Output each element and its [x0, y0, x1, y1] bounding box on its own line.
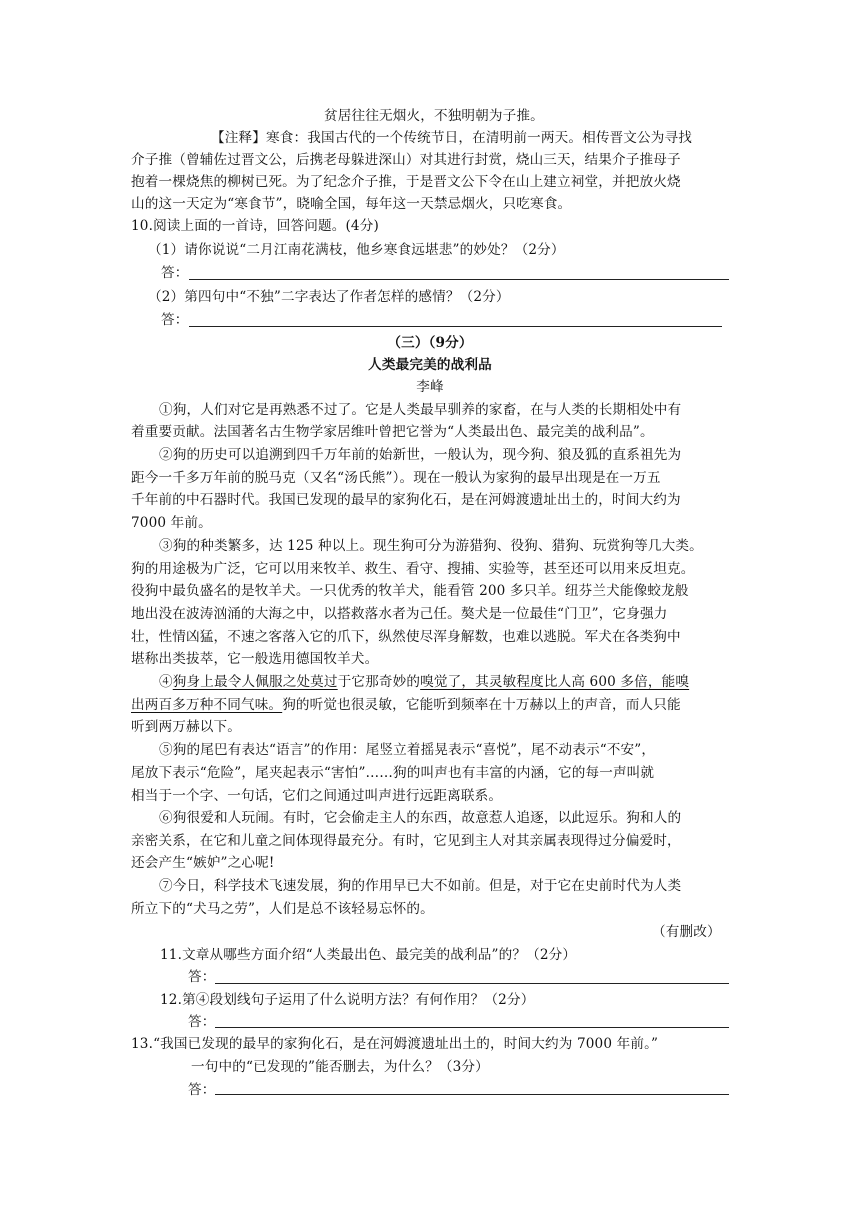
note-line: 【注释】寒食：我国古代的一个传统节日，在清明前一两天。相传晋文公为寻找	[211, 130, 693, 146]
question-11-stem: 11.文章从哪些方面介绍“人类最出色、最完美的战利品”的？（2分）	[160, 947, 577, 963]
paragraph-6-line: 还会产生“嫉妒”之心呢!	[131, 855, 275, 871]
answer-line-10-1[interactable]	[189, 279, 729, 280]
paragraph-3-line: ③狗的种类繁多，达 125 种以上。现生狗可分为游猎狗、役狗、猎狗、玩赏狗等几大类。	[159, 538, 703, 554]
paragraph-3-line: 狗的用途极为广泛，它可以用来牧羊、救生、看守、搜捕、实验等，甚至还可以用来反坦克。	[131, 561, 695, 577]
paragraph-4-text: 于它那奇妙的	[337, 674, 421, 690]
paragraph-3-line: 堪称出类拔萃，它一般选用德国牧羊犬。	[131, 651, 379, 667]
paragraph-3-line: 壮，性情凶猛，不速之客落入它的爪下，纵然使尽浑身解数，也难以逃脱。军犬在各类狗中	[131, 629, 681, 645]
question-10-stem: 10.阅读上面的一首诗，回答问题。(4分)	[131, 218, 379, 234]
paragraph-5-line: ⑤狗的尾巴有表达“语言”的作用：尾竖立着摇晃表示“喜悦”，尾不动表示“不安”，	[159, 742, 656, 758]
paragraph-1-line: ①狗，人们对它是再熟悉不过了。它是人类最早驯养的家畜，在与人类的长期相处中有	[159, 402, 682, 418]
answer-label: 答：	[188, 1014, 216, 1030]
note-line: 抱着一棵烧焦的柳树已死。为了纪念介子推，于是晋文公下令在山上建立祠堂，并把放火烧	[131, 174, 681, 190]
paragraph-4-line-1	[159, 672, 689, 692]
paragraph-3-line: 役狗中最负盛名的是牧羊犬。一只优秀的牧羊犬，能看管 200 多只羊。纽芬兰犬能像蛟龙般	[131, 583, 689, 599]
paragraph-6-line: 亲密关系，在它和儿童之间体现得最充分。有时，它见到主人对其亲属表现得过分偏爱时，	[131, 833, 681, 849]
question-10-sub2: （2）第四句中“不独”二字表达了作者怎样的感情？（2分）	[148, 289, 510, 305]
underlined-sentence: 嗅觉了，其灵敏程度比人高 600 多倍，能嗅	[420, 674, 690, 690]
paragraph-2-line: 7000 年前。	[131, 515, 212, 531]
paragraph-4-line-2	[131, 695, 681, 715]
answer-label: 答：	[188, 1082, 216, 1098]
note-line: 山的这一天定为“寒食节”，晓喻全国，每年这一天禁忌烟火，只吃寒食。	[131, 196, 572, 212]
answer-label: 答：	[188, 969, 216, 985]
source-note: （有删改）	[652, 924, 721, 940]
answer-label: 答：	[161, 265, 189, 281]
paragraph-5-line: 相当于一个字、一句话，它们之间通过叫声进行远距离联系。	[131, 788, 503, 804]
paragraph-7-line: ⑦今日，科学技术飞速发展，狗的作用早已大不如前。但是，对于它在史前时代为人类	[159, 878, 682, 894]
question-12-stem: 12.第④段划线句子运用了什么说明方法？有何作用？（2分）	[160, 992, 535, 1008]
paragraph-7-line: 所立下的“犬马之劳”，人们是总不该轻易忘怀的。	[131, 901, 434, 917]
question-13-stem-2: 一句中的“已发现的”能否删去，为什么？（3分）	[191, 1059, 489, 1075]
paragraph-6-line: ⑥狗很爱和人玩闹。有时，它会偷走主人的东西，故意惹人追逐，以此逗乐。狗和人的	[159, 810, 682, 826]
paragraph-2-line: 千年前的中石器时代。我国已发现的最早的家狗化石，是在河姆渡遗址出土的，时间大约为	[131, 492, 681, 508]
paragraph-2-line: 距今一千多万年前的脱马克（又名“汤氏熊”）。现在一般认为家狗的最早出现是在一万五	[131, 470, 661, 486]
section-heading: （三）（9分）	[387, 335, 473, 351]
paragraph-4-line-3: 听到两万赫以下。	[131, 719, 241, 735]
answer-label: 答：	[161, 312, 189, 328]
note-line: 介子推（曾辅佐过晋文公，后携老母躲进深山）对其进行封赏，烧山三天，结果介子推母子	[131, 152, 681, 168]
answer-line-10-2[interactable]	[189, 326, 722, 327]
answer-line-12[interactable]	[215, 1027, 729, 1028]
answer-line-11[interactable]	[215, 983, 729, 984]
paragraph-1-line: 着重要贡献。法国著名古生物学家居维叶曾把它誉为“人类最出色、最完美的战利品”。	[131, 424, 654, 440]
paragraph-3-line: 地出没在波涛汹涌的大海之中，以搭救落水者为己任。獒犬是一位最佳“门卫”，它身强力	[131, 606, 668, 622]
article-author: 李峰	[416, 379, 444, 395]
underlined-sentence: 狗身上最令人佩服之处莫过	[172, 674, 338, 690]
question-10-sub1: （1）请你说说“二月江南花满枝，他乡寒食远堪悲”的妙处？（2分）	[148, 242, 565, 258]
article-title: 人类最完美的战利品	[368, 357, 492, 373]
poem-last-line: 贫居往往无烟火，不独明朝为子推。	[324, 108, 544, 124]
question-13-stem: 13.“我国已发现的最早的家狗化石，是在河姆渡遗址出土的，时间大约为 7000 年前。”	[131, 1036, 659, 1052]
paragraph-4-text: 狗的听觉也很灵敏，它能听到频率在十万赫以上的声音，而人只能	[282, 697, 681, 713]
paragraph-2-line: ②狗的历史可以追溯到四千万年前的始新世，一般认为，现今狗、狼及狐的直系祖先为	[159, 447, 682, 463]
underlined-sentence: 出两百多万种不同气味。	[131, 697, 283, 713]
paragraph-5-line: 尾放下表示“危险”，尾夹起表示“害怕”……狗的叫声也有丰富的内涵，它的每一声叫就	[131, 765, 655, 781]
answer-line-13[interactable]	[215, 1094, 729, 1095]
paragraph-4-mark: ④	[159, 674, 173, 690]
